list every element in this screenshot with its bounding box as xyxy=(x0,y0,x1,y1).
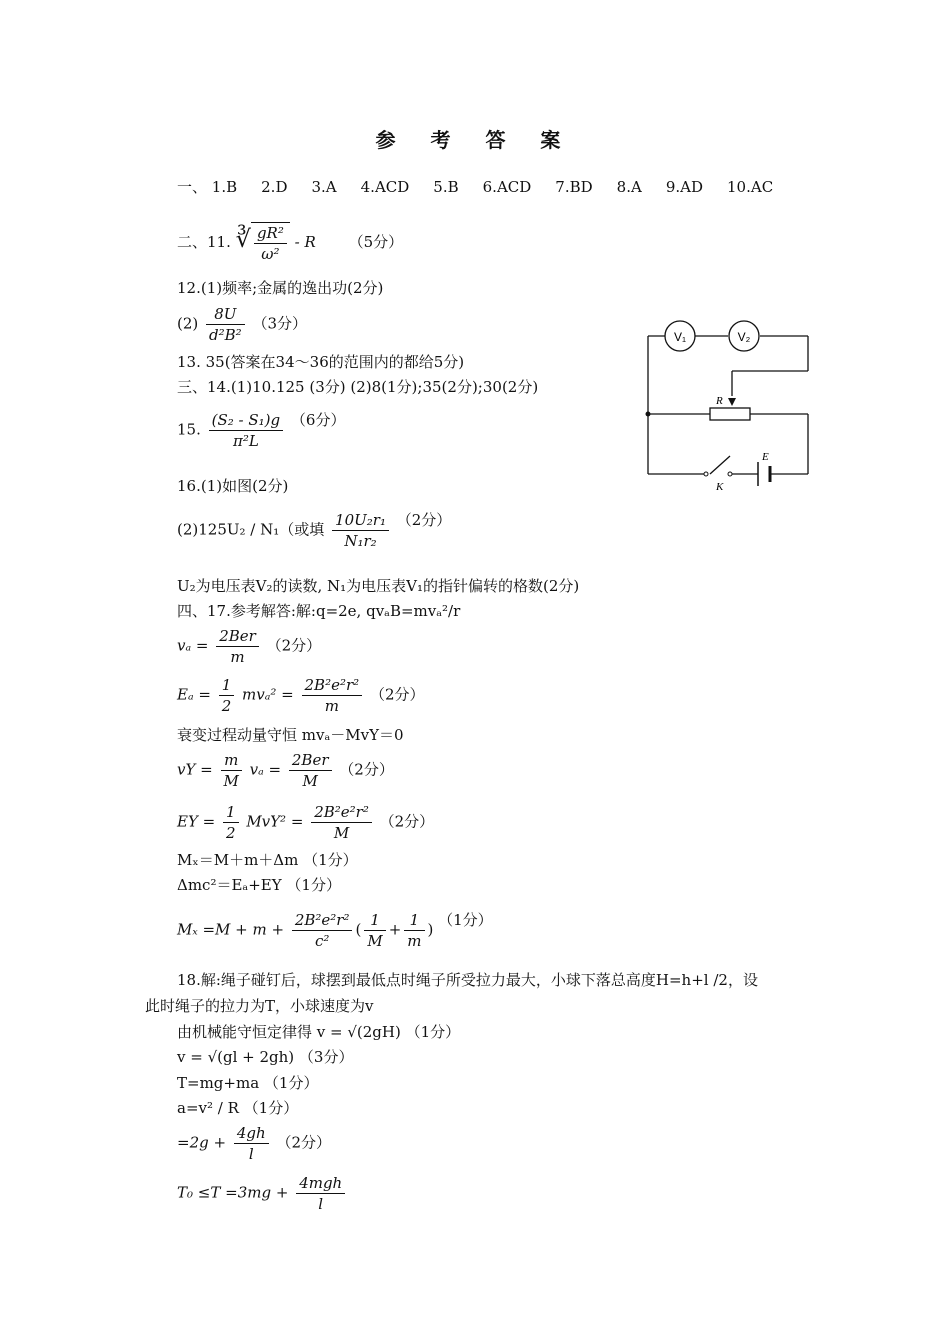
q16-part3: U₂为电压表V₂的读数, N₁为电压表V₁的指针偏转的格数(2分) xyxy=(177,577,580,595)
mx2-lhs: Mₓ =M + m + xyxy=(177,920,285,939)
r-label: R xyxy=(716,395,723,407)
q14: 三、14.(1)10.125 (3分) (2)8(1分);35(2分);30(2分) xyxy=(177,378,539,396)
l7-den: l xyxy=(248,1145,254,1163)
q17-mx: Mₓ＝M＋m＋Δm （1分） xyxy=(177,851,358,869)
v1-label: V₁ xyxy=(673,330,687,344)
q15-score: （6分） xyxy=(290,411,346,429)
vy-ratio-den: M xyxy=(223,772,239,790)
q18-line6: a=v² / R （1分） xyxy=(177,1099,299,1117)
q12-part1: 12.(1)频率;金属的逸出功(2分) xyxy=(177,279,384,297)
vy-den: M xyxy=(302,772,318,790)
q16-num: 10U₂r₁ xyxy=(332,510,389,531)
q17-vy xyxy=(177,750,394,791)
ea-half-num: 1 xyxy=(219,675,235,696)
q11: 二、11. ∛ $\frac{\text{gR²}}{\text{ω²}}$ - R （5分） xyxy=(177,224,404,263)
q15-num: (S₂ - S₁)g xyxy=(209,410,284,431)
ey-mid: MvY² = xyxy=(246,812,304,831)
q15 xyxy=(177,410,345,451)
ea-score: （2分） xyxy=(369,685,425,704)
switch-icon xyxy=(704,472,732,493)
va-den: m xyxy=(230,648,245,666)
mc-answer: 9.AD xyxy=(665,178,703,196)
q18-line3: 由机械能守恒定律得 v = √(2gH) （1分） xyxy=(177,1023,461,1041)
vy-mid: vₐ = xyxy=(249,760,282,779)
va-num: 2Ber xyxy=(216,626,259,647)
v2-label: V₂ xyxy=(737,330,751,344)
mc-answer: 2.D xyxy=(261,178,288,196)
section-label: 一、 xyxy=(177,178,208,196)
q18-line4: v = √(gl + 2gh) （3分） xyxy=(177,1048,354,1066)
q11-tail: - R xyxy=(294,233,316,251)
q16-part1: 16.(1)如图(2分) xyxy=(177,477,289,495)
q18-line5: T=mg+ma （1分） xyxy=(177,1074,319,1092)
mc-answer: 1.B xyxy=(211,178,238,196)
q16-part2 xyxy=(177,510,451,551)
ey-half-den: 2 xyxy=(225,824,236,842)
k-label: K xyxy=(716,481,724,493)
q16-2-label: (2)125U₂ / N₁（或填 xyxy=(177,520,325,539)
q17-ea xyxy=(177,675,424,716)
q13: 13. 35(答案在34～36的范围内的都给5分) xyxy=(177,353,465,371)
ey-half-num: 1 xyxy=(223,802,239,823)
q11-num: gR xyxy=(256,224,278,242)
q12-2-score: （3分） xyxy=(252,314,308,333)
l7-score: （2分） xyxy=(276,1133,331,1152)
junction-dot-icon xyxy=(646,412,651,417)
mc-answer: 7.BD xyxy=(555,178,593,196)
l8-lhs: T₀ ≤T =3mg + xyxy=(177,1183,289,1202)
mc-answer: 4.ACD xyxy=(360,178,410,196)
mx2-p1-den: M xyxy=(367,932,383,950)
q18-line2: 此时绳子的拉力为T，小球速度为v xyxy=(145,997,374,1015)
mx2-p1-num: 1 xyxy=(364,910,385,931)
l7-num: 4gh xyxy=(234,1123,269,1144)
ea-mid: mvₐ² = xyxy=(242,685,294,704)
q18-line8 xyxy=(177,1173,348,1214)
ey-lhs: EY = xyxy=(177,812,216,831)
section-1-answers xyxy=(177,177,797,197)
q12-2-label: (2) xyxy=(177,314,199,333)
voltmeter-v1-icon xyxy=(665,321,695,351)
q11-score: （5分） xyxy=(348,233,404,251)
q11-den: ω xyxy=(261,245,274,263)
l7-lhs: =2g + xyxy=(177,1133,227,1152)
mc-answer: 10.AC xyxy=(727,178,774,196)
rheostat-icon xyxy=(710,395,750,420)
mc-answer: 8.A xyxy=(616,178,642,196)
q18-line1: 18.解:绳子碰钉后，球摆到最低点时绳子所受拉力最大，小球下落总高度H=h+l /2，设 xyxy=(177,971,758,989)
q12-den: d²B² xyxy=(209,326,242,344)
ea-lhs: Eₐ = xyxy=(177,685,211,704)
va-score: （2分） xyxy=(266,636,322,655)
va-lhs: vₐ = xyxy=(177,636,209,655)
mc-answer: 6.ACD xyxy=(482,178,532,196)
mx2-num: 2B²e²r² xyxy=(292,910,353,931)
q17-va xyxy=(177,626,321,667)
q17-mx-final: Mₓ =M + m + $\frac{\text{2B²e²r²}}{\text{c²}}$ ( $\frac{1}{M}$ + $\frac{1}{m}$ ) （1分） xyxy=(177,911,493,950)
ey-den: M xyxy=(333,824,350,842)
q11-label: 二、11. xyxy=(177,233,231,251)
mc-answer: 3.A xyxy=(311,178,337,196)
page-title: 参 考 答 案 xyxy=(375,128,575,152)
circuit-diagram xyxy=(640,316,812,493)
l8-den: l xyxy=(318,1195,324,1213)
q18-line7 xyxy=(177,1123,331,1164)
ey-score: （2分） xyxy=(379,812,435,831)
q17-momentum: 衰变过程动量守恒 mvₐ－MvY＝0 xyxy=(177,726,404,744)
q17-ey xyxy=(177,802,434,843)
q12-part2 xyxy=(177,304,307,345)
q17-dm: Δmc²＝Eₐ+EY （1分） xyxy=(177,876,341,894)
voltmeter-v2-icon xyxy=(729,321,759,351)
vy-score: （2分） xyxy=(339,760,394,779)
mx2-score: （1分） xyxy=(438,911,493,929)
ea-num: 2B²e²r² xyxy=(302,675,363,696)
q12-num: 8U xyxy=(206,304,245,325)
ea-den: m xyxy=(324,697,339,715)
l8-num: 4mgh xyxy=(296,1173,345,1194)
mx2-den: c² xyxy=(314,932,330,950)
vy-lhs: vY = xyxy=(177,760,213,779)
ea-half-den: 2 xyxy=(221,697,232,715)
q16-2-score: （2分） xyxy=(396,511,452,529)
q16-den: N₁r₂ xyxy=(344,532,377,550)
mc-answer: 5.B xyxy=(433,178,459,196)
vy-ratio-num: m xyxy=(221,750,242,771)
q17-intro: 四、17.参考解答:解:q=2e, qvₐB=mvₐ²/r xyxy=(177,602,461,620)
mx2-p2-den: m xyxy=(407,932,422,950)
q15-label: 15. xyxy=(177,420,201,439)
mx2-p2-num: 1 xyxy=(404,910,424,931)
battery-icon xyxy=(758,451,770,486)
e-label: E xyxy=(762,451,769,463)
vy-num: 2Ber xyxy=(289,750,332,771)
q15-den: π²L xyxy=(232,432,259,450)
ey-num: 2B²e²r² xyxy=(311,802,372,823)
